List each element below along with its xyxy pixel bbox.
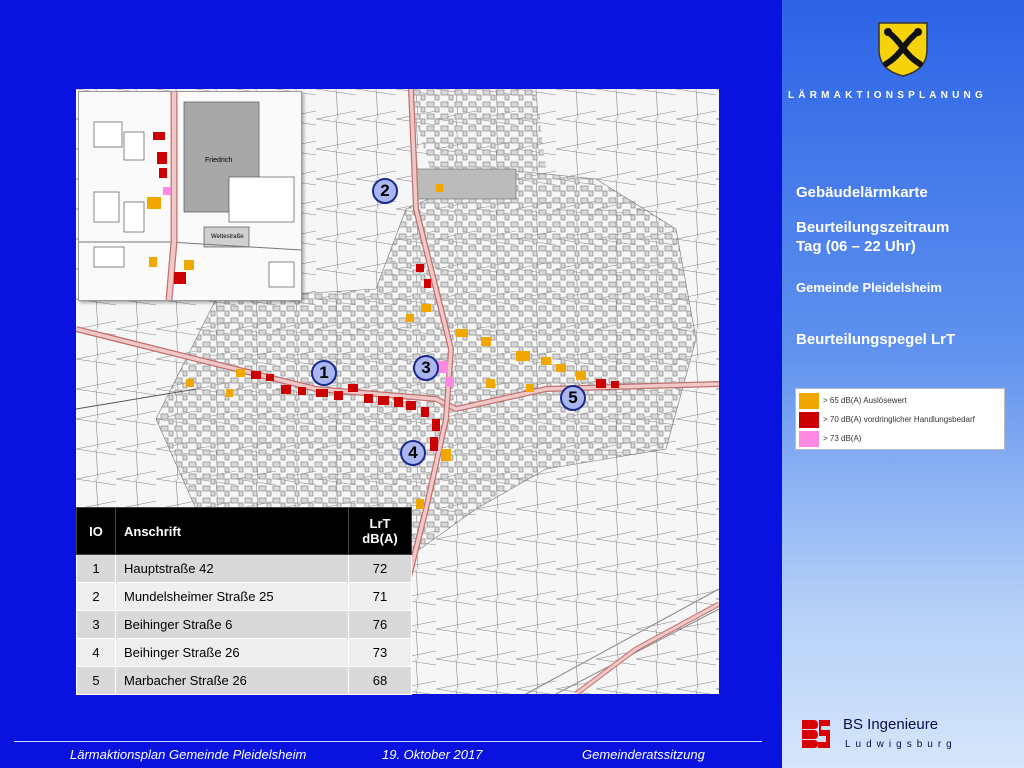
- municipality-label: Gemeinde Pleidelsheim: [796, 280, 942, 295]
- cell-address: Marbacher Straße 26: [116, 667, 349, 695]
- receiver-table: [76, 507, 412, 695]
- map-marker-3: 3: [413, 355, 439, 381]
- cell-value: 72: [349, 555, 412, 583]
- map-inset: [78, 91, 302, 301]
- slide-sidebar: [782, 0, 1024, 768]
- table-row: [77, 555, 412, 583]
- cell-io: 2: [77, 583, 116, 611]
- cell-value: 71: [349, 583, 412, 611]
- legend-text: > 73 dB(A): [823, 434, 862, 443]
- table-header-row: [77, 508, 412, 555]
- table-row: [77, 667, 412, 695]
- company-city: Ludwigsburg: [845, 739, 957, 750]
- cell-address: Beihinger Straße 6: [116, 611, 349, 639]
- map-type-heading: Gebäudelärmkarte: [796, 184, 928, 201]
- legend: [795, 388, 1005, 450]
- cell-io: 5: [77, 667, 116, 695]
- legend-item: [797, 411, 1003, 428]
- cell-value: 76: [349, 611, 412, 639]
- company-name: BS Ingenieure: [843, 716, 939, 733]
- inset-drawing: [79, 92, 301, 300]
- inset-street-label: Wettestraße: [211, 234, 244, 240]
- map-marker-1: 1: [311, 360, 337, 386]
- legend-item: [797, 430, 1003, 447]
- header-value: [349, 508, 412, 555]
- legend-text: > 70 dB(A) vordringlicher Handlungsbedarf: [823, 415, 975, 424]
- cell-address: Hauptstraße 42: [116, 555, 349, 583]
- legend-item: [797, 392, 1003, 409]
- bs-logo-icon: [800, 718, 832, 750]
- map-marker-5: 5: [560, 385, 586, 411]
- cell-io: 1: [77, 555, 116, 583]
- cell-io: 3: [77, 611, 116, 639]
- cell-address: Mundelsheimer Straße 25: [116, 583, 349, 611]
- inset-area-label: Friedrich: [205, 157, 233, 164]
- table-row: [77, 639, 412, 667]
- header-value-line2: dB(A): [362, 531, 398, 546]
- period-value: Tag (06 – 22 Uhr): [796, 238, 916, 255]
- cell-value: 73: [349, 639, 412, 667]
- legend-swatch-red: [799, 412, 819, 428]
- cell-address: Beihinger Straße 26: [116, 639, 349, 667]
- table-row: [77, 583, 412, 611]
- map-marker-4: 4: [400, 440, 426, 466]
- period-label: Beurteilungszeitraum: [796, 219, 950, 236]
- table-row: [77, 611, 412, 639]
- coat-of-arms-icon: [876, 20, 930, 78]
- footer-event: Gemeinderatssitzung: [582, 747, 705, 762]
- footer-title: Lärmaktionsplan Gemeinde Pleidelsheim: [70, 747, 307, 762]
- cell-io: 4: [77, 639, 116, 667]
- legend-swatch-orange: [799, 393, 819, 409]
- footer-date: 19. Oktober 2017: [382, 747, 483, 762]
- header-value-line1: LrT: [369, 516, 391, 531]
- footer-divider: [14, 741, 762, 742]
- legend-text: > 65 dB(A) Auslösewert: [823, 396, 907, 405]
- cell-value: 68: [349, 667, 412, 695]
- map-marker-2: 2: [372, 178, 398, 204]
- legend-swatch-pink: [799, 431, 819, 447]
- header-address: Anschrift: [116, 508, 349, 555]
- header-io: IO: [77, 508, 116, 555]
- level-title: Beurteilungspegel LrT: [796, 331, 956, 348]
- sidebar-caption: LÄRMAKTIONSPLANUNG: [788, 90, 987, 101]
